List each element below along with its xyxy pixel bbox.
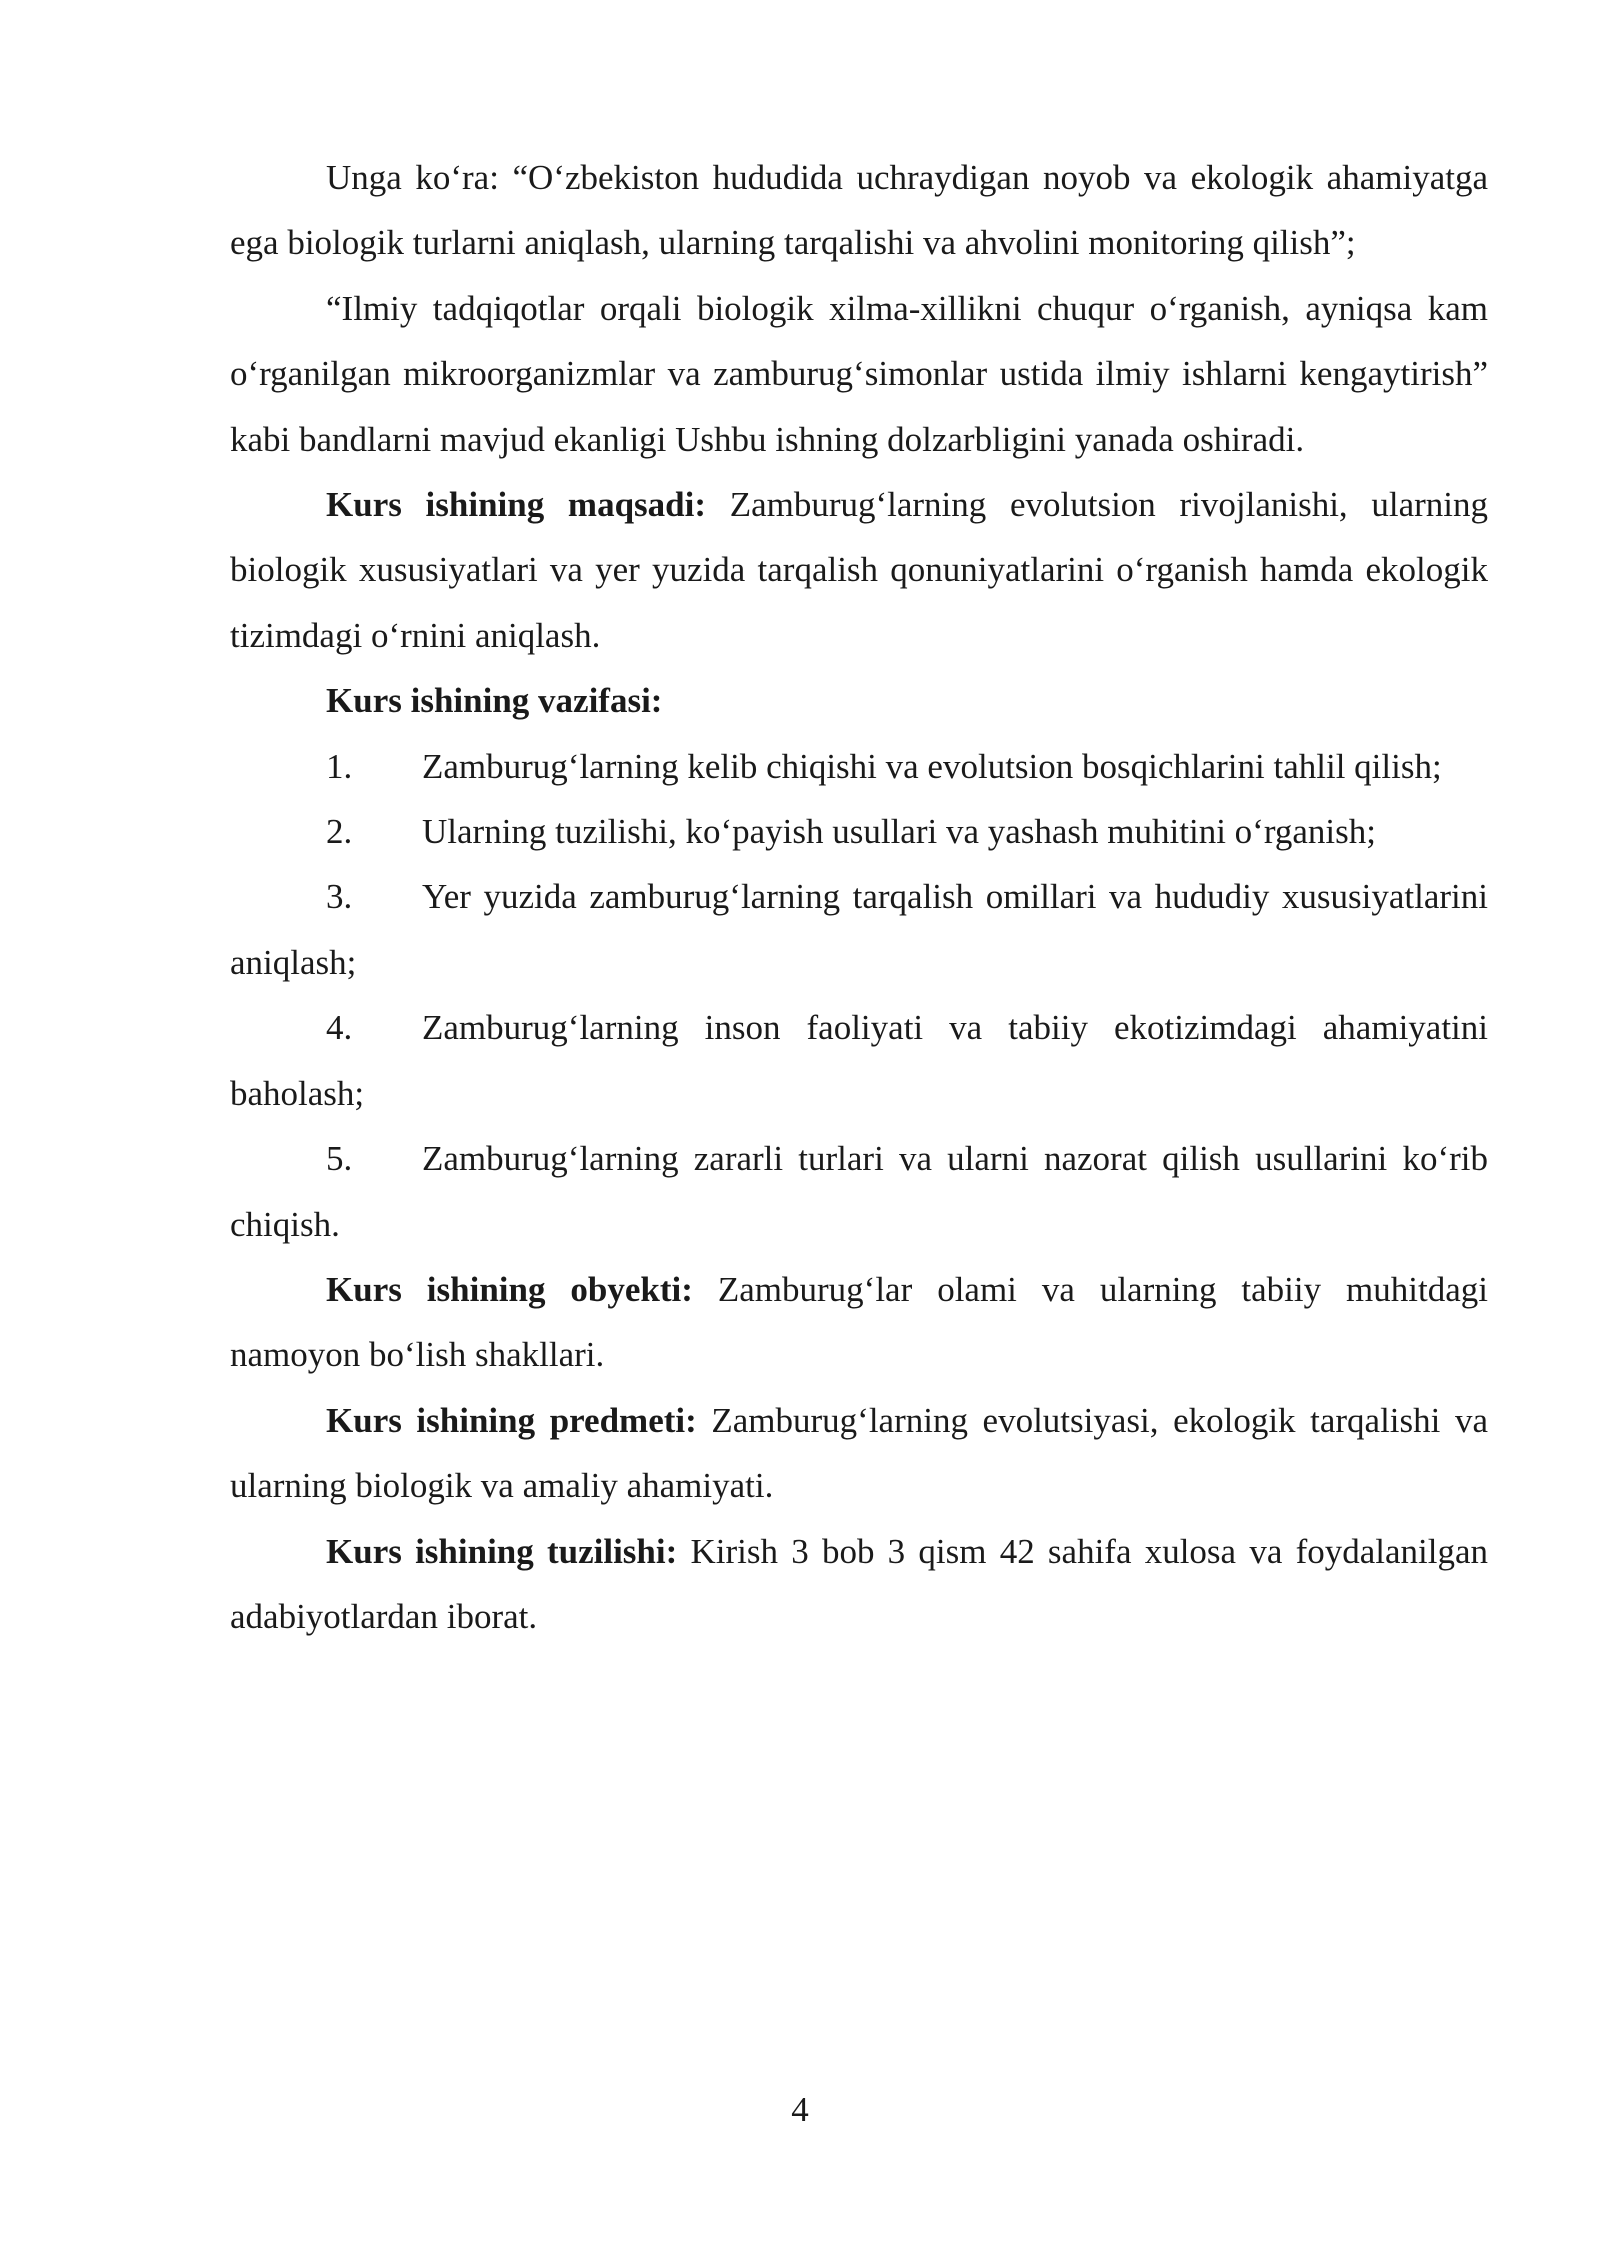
- obyekt-label: Kurs ishining obyekti:: [326, 1269, 693, 1309]
- list-item-text: Yer yuzida zamburug‘larning tarqalish omillari va hududiy xususiyatlarini aniqlash;: [230, 877, 1488, 982]
- section-predmet: [230, 1388, 1488, 1519]
- obyekt-text: Zamburug‘lar olami va ularning tabiiy muhitdagi namoyon bo‘lish shakllari.: [230, 1269, 1488, 1375]
- section-tuzilish: [230, 1519, 1488, 1650]
- list-item: [230, 1126, 1488, 1257]
- list-item-number: 5.: [326, 1139, 353, 1179]
- list-item-text: Ularning tuzilishi, ko‘payish usullari va yashash muhitini o‘rganish;: [422, 812, 1376, 852]
- list-item-number: 4.: [326, 1008, 353, 1048]
- section-maqsad: [230, 472, 1488, 668]
- list-item-number: 3.: [326, 877, 353, 917]
- list-item: [230, 734, 1488, 799]
- maqsad-label: Kurs ishining maqsadi:: [326, 485, 706, 525]
- vazifa-label: Kurs ishining vazifasi:: [326, 681, 663, 721]
- list-item: [230, 995, 1488, 1126]
- list-item-text: Zamburug‘larning inson faoliyati va tabiiy ekotizimdagi ahamiyatini baholash;: [230, 1008, 1488, 1113]
- paragraph-research: “Ilmiy tadqiqotlar orqali biologik xilma-xillikni chuqur o‘rganish, ayniqsa kam o‘rganilgan mikroorganizmlar va zamburug‘simonlar ustida ilmiy ishlarni kengaytirish” kabi bandlarni mavjud ekanligi Ushbu ishning dolzarbligini yanada oshiradi.: [230, 288, 1488, 459]
- list-item: [230, 864, 1488, 995]
- list-item-number: 2.: [326, 812, 353, 852]
- tuzilish-text: Kirish 3 bob 3 qism 42 sahifa xulosa va foydalanilgan adabiyotlardan iborat.: [230, 1531, 1489, 1636]
- predmet-label: Kurs ishining predmeti:: [326, 1400, 697, 1440]
- maqsad-text: Zamburug‘larning evolutsion rivojlanishi, ularning biologik xususiyatlari va yer yuzida tarqalish qonuniyatlarini o‘rganish hamda ekologik tizimdagi o‘rnini aniqlash.: [230, 485, 1488, 655]
- paragraph-intro: Unga ko‘ra: “O‘zbekiston hududida uchraydigan noyob va ekologik ahamiyatga ega biologik turlarni aniqlash, ularning tarqalishi va ahvolini monitoring qilish”;: [230, 158, 1488, 263]
- list-item-text: Zamburug‘larning zararli turlari va ularni nazorat qilish usullarini ko‘rib chiqish.: [230, 1139, 1488, 1244]
- list-item-text: Zamburug‘larning kelib chiqishi va evolutsion bosqichlarini tahlil qilish;: [422, 746, 1442, 786]
- body-text: [230, 145, 1488, 1649]
- list-item-number: 1.: [326, 746, 353, 786]
- predmet-text: Zamburug‘larning evolutsiyasi, ekologik tarqalishi va ularning biologik va amaliy ahamiyati.: [230, 1400, 1488, 1506]
- section-obyekt: [230, 1257, 1488, 1388]
- list-item: [230, 799, 1488, 864]
- tuzilish-label: Kurs ishining tuzilishi:: [326, 1531, 678, 1571]
- section-vazifa-heading: [230, 668, 1488, 733]
- page-number: 4: [791, 2090, 809, 2129]
